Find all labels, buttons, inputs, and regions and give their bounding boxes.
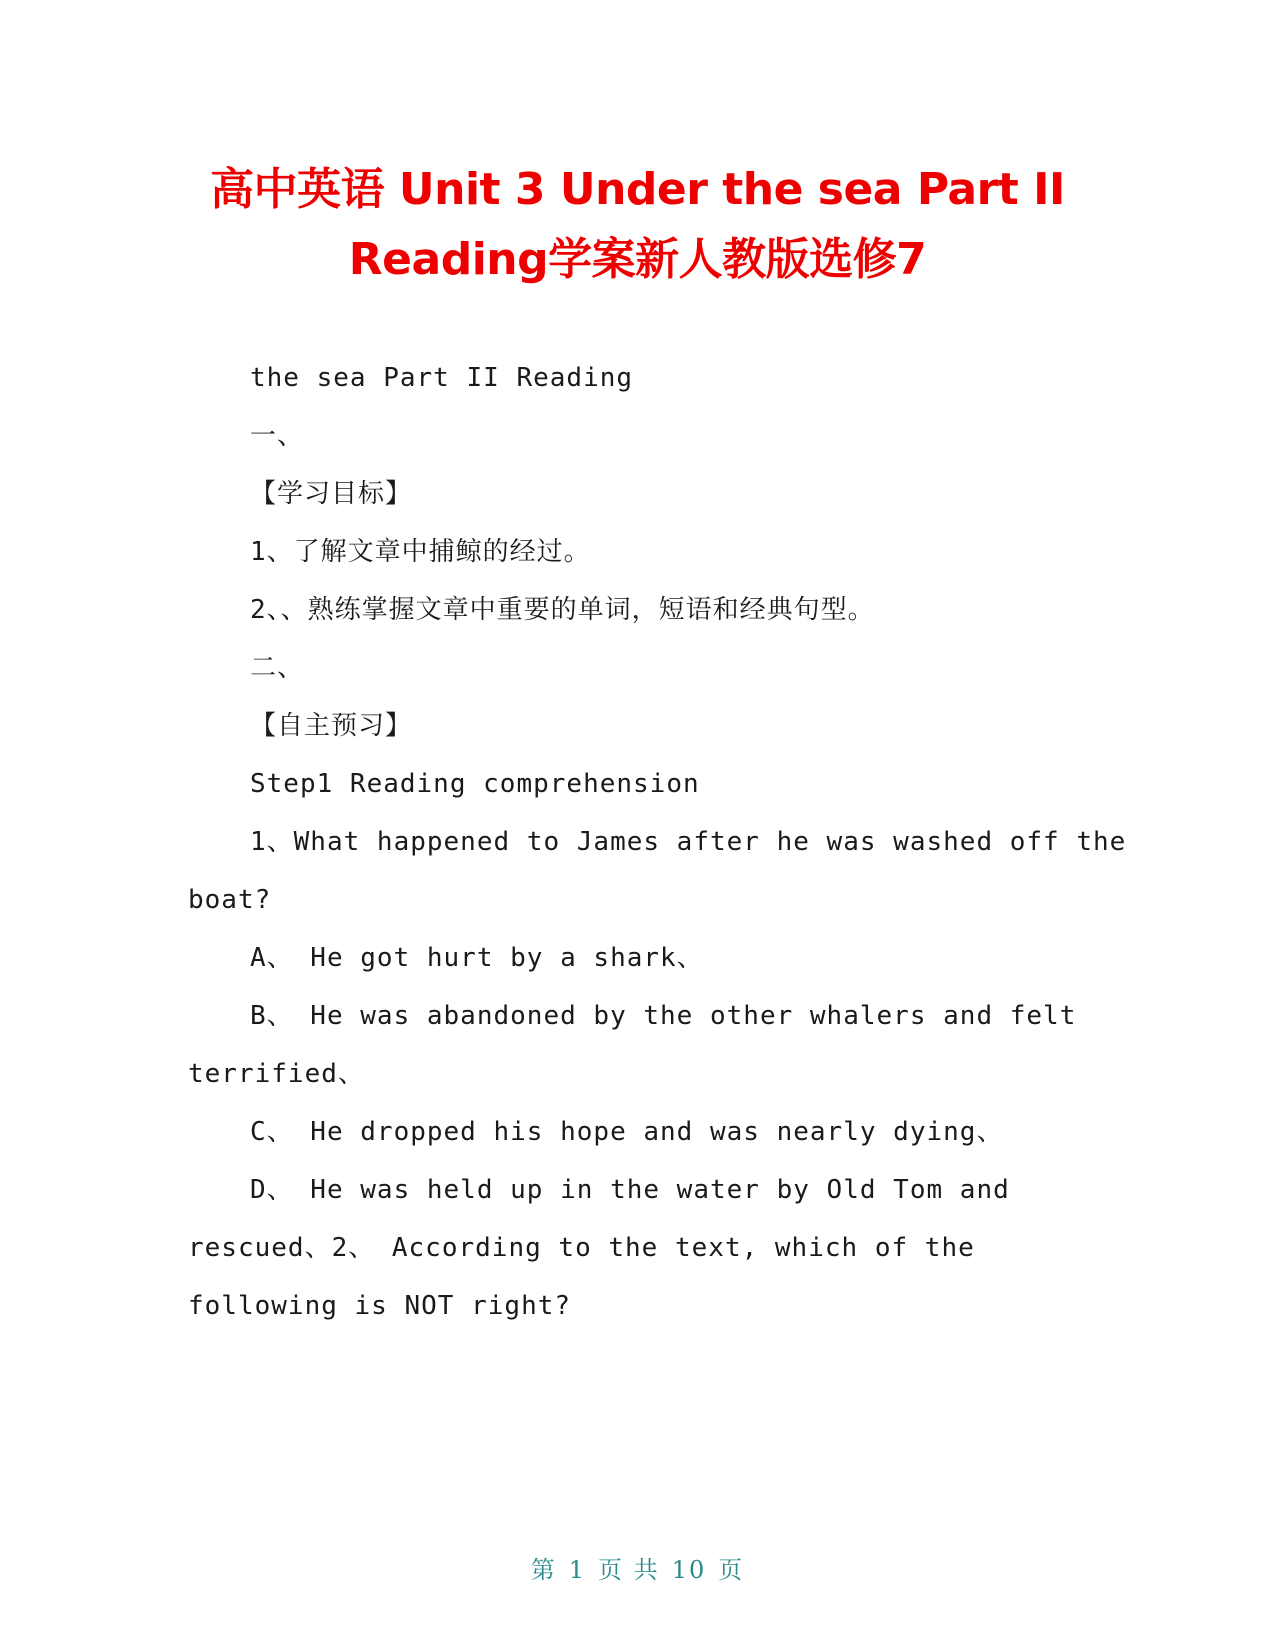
footer-middle: 页 共 [598,1556,660,1584]
document-title-line-1: 高中英语 Unit 3 Under the sea Part II [210,164,1065,215]
section-heading: 【自主预习】 [250,711,413,741]
answer-option: D、 He was held up in the water by Old Tom and [250,1175,1010,1205]
question-text: rescued、2、 According to the text, which of the [188,1233,975,1263]
question-text: 1、What happened to James after he was washed off the [250,827,1127,857]
answer-option: C、 He dropped his hope and was nearly dying、 [250,1117,1004,1147]
section-heading: 【学习目标】 [250,479,413,509]
step-heading: Step1 Reading comprehension [250,769,700,799]
footer-prefix: 第 [530,1556,557,1584]
question-text-continued: boat? [188,885,272,915]
objective-item: 1、了解文章中捕鲸的经过。 [250,537,591,567]
answer-option-continued: terrified、 [188,1059,365,1089]
question-text-continued: following is NOT right? [188,1291,572,1321]
total-page-count: 10 [671,1556,707,1584]
document-title-line-2: Reading学案新人教版选修7 [348,234,927,285]
answer-option: A、 He got hurt by a shark、 [250,943,704,973]
objective-item: 2、、熟练掌握文章中重要的单词，短语和经典句型。 [250,595,875,625]
section-number: 二、 [250,653,305,683]
answer-option: B、 He was abandoned by the other whalers and felt [250,1001,1077,1031]
paragraph-line: the sea Part II Reading [250,363,634,393]
page-footer [0,1550,1275,1585]
current-page-number: 1 [568,1556,587,1584]
footer-suffix: 页 [718,1556,745,1584]
section-number: 一、 [250,421,305,451]
